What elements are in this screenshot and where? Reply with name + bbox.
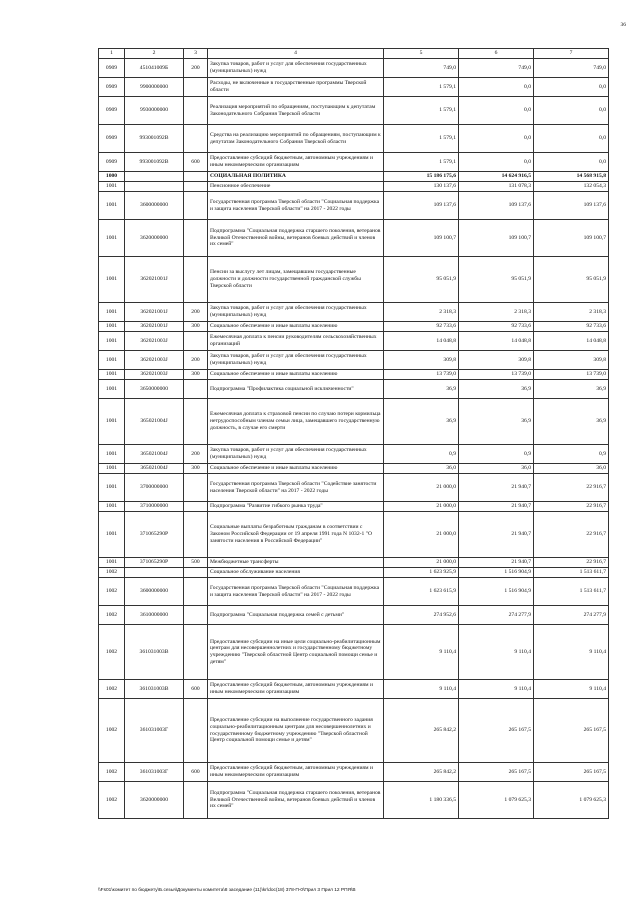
amount-cell: 1 079 625,3 [459, 782, 534, 819]
section-code-cell: 1001 [99, 257, 125, 303]
target-code-cell: 451041009Б [125, 59, 184, 78]
amount-cell: 22 916,7 [534, 558, 609, 568]
header-cell: 5 [384, 49, 459, 59]
table-row [99, 512, 609, 558]
amount-cell: 95 051,9 [459, 257, 534, 303]
amount-cell: 14 048,8 [384, 332, 459, 351]
expense-type-cell [184, 512, 208, 558]
target-code-cell: 993001092В [125, 153, 184, 172]
amount-cell: 14 048,8 [459, 332, 534, 351]
table-row [99, 220, 609, 257]
description-cell: Расходы, не включенные в государственные программы Тверской области [208, 78, 384, 97]
amount-cell: 21 940,7 [459, 512, 534, 558]
amount-cell: 0,0 [459, 97, 534, 125]
amount-cell: 0,0 [534, 153, 609, 172]
target-code-cell: 3620000000 [125, 220, 184, 257]
description-cell: Реализация мероприятий по обращениям, поступающим к депутатам Законодательного Собрания Тверской области [208, 97, 384, 125]
amount-cell: 0,9 [459, 445, 534, 464]
target-code-cell: 361031003В [125, 680, 184, 699]
description-cell: Предоставление субсидий бюджетным, автономным учреждениям и иным некоммерческим организациям [208, 680, 384, 699]
description-cell: Государственная программа Тверской области "Социальная поддержка и защита населения Тверской области" на 2017 - 2022 годы [208, 578, 384, 606]
section-code-cell: 1001 [99, 351, 125, 370]
description-cell: Закупка товаров, работ и услуг для обеспечения государственных (муниципальных) нужд [208, 351, 384, 370]
description-cell: Ежемесячная доплата к страховой пенсии по случаю потери кормильца нетрудоспособным членам семьи лица, замещавшего государственную должность, в случае его смерти [208, 399, 384, 445]
amount-cell: 95 051,9 [384, 257, 459, 303]
amount-cell: 274 277,9 [534, 606, 609, 625]
target-code-cell: 362021003J [125, 332, 184, 351]
section-code-cell: 1001 [99, 192, 125, 220]
expense-type-cell: 200 [184, 445, 208, 464]
section-code-cell: 1001 [99, 399, 125, 445]
target-code-cell: 362021001J [125, 257, 184, 303]
table-row [99, 625, 609, 680]
description-cell: Социальное обеспечение и иные выплаты населению [208, 464, 384, 474]
description-cell: Предоставление субсидий бюджетным, автономным учреждениям и иным некоммерческим организациям [208, 153, 384, 172]
target-code-cell: 3600000000 [125, 192, 184, 220]
amount-cell: 749,0 [534, 59, 609, 78]
amount-cell: 109 137,6 [534, 192, 609, 220]
amount-cell: 1 516 904,9 [459, 568, 534, 578]
description-cell: Государственная программа Тверской области "Содействие занятости населения Тверской области" на 2017 - 2022 годы [208, 474, 384, 502]
target-code-cell: 3700000000 [125, 474, 184, 502]
amount-cell: 36,9 [459, 380, 534, 399]
amount-cell: 130 137,6 [384, 182, 459, 192]
description-cell: Подпрограмма "Развитие гибкого рынка труда" [208, 502, 384, 512]
target-code-cell: 362021001J [125, 322, 184, 332]
amount-cell: 9 110,4 [384, 680, 459, 699]
expense-type-cell: 300 [184, 322, 208, 332]
amount-cell: 265 167,5 [534, 763, 609, 782]
amount-cell: 21 000,0 [384, 474, 459, 502]
target-code-cell: 365021004J [125, 399, 184, 445]
amount-cell: 265 167,5 [459, 699, 534, 763]
header-row [99, 49, 609, 59]
amount-cell: 109 137,6 [384, 192, 459, 220]
expense-type-cell [184, 782, 208, 819]
table-row [99, 351, 609, 370]
section-code-cell: 1002 [99, 578, 125, 606]
expense-type-cell [184, 257, 208, 303]
amount-cell: 265 842,2 [384, 763, 459, 782]
target-code-cell: 3620000000 [125, 782, 184, 819]
expense-type-cell [184, 699, 208, 763]
target-code-cell: 3600000000 [125, 578, 184, 606]
amount-cell: 21 000,0 [384, 512, 459, 558]
table-row [99, 399, 609, 445]
description-cell: Закупка товаров, работ и услуг для обеспечения государственных (муниципальных) нужд [208, 59, 384, 78]
expense-type-cell: 200 [184, 303, 208, 322]
target-code-cell: 3610000000 [125, 606, 184, 625]
amount-cell: 131 078,3 [459, 182, 534, 192]
target-code-cell: 371065290Р [125, 558, 184, 568]
expense-type-cell [184, 606, 208, 625]
description-cell: Предоставление субсидии на иные цели социально-реабилитационным центрам для несовершеннолетних и государственному бюджетному учреждению "Тверской областной Центр социальной помощи семье и детям" [208, 625, 384, 680]
amount-cell: 9 110,4 [384, 625, 459, 680]
budget-table [98, 48, 609, 819]
section-code-cell: 1001 [99, 303, 125, 322]
expense-type-cell: 500 [184, 558, 208, 568]
target-code-cell: 362021003J [125, 370, 184, 380]
target-code-cell: 362021003J [125, 351, 184, 370]
section-code-cell: 1001 [99, 445, 125, 464]
table-row [99, 332, 609, 351]
target-code-cell: 365021004J [125, 464, 184, 474]
table-row [99, 464, 609, 474]
amount-cell: 2 318,3 [384, 303, 459, 322]
expense-type-cell [184, 220, 208, 257]
target-code-cell: 361031003Г [125, 699, 184, 763]
table-row [99, 172, 609, 182]
amount-cell: 15 186 175,6 [384, 172, 459, 182]
table-row [99, 380, 609, 399]
amount-cell: 1 079 625,3 [534, 782, 609, 819]
expense-type-cell [184, 502, 208, 512]
description-cell: Пенсии за выслугу лет лицам, замещавшим государственные должности и должности государственной гражданской службы Тверской области [208, 257, 384, 303]
table-row [99, 78, 609, 97]
amount-cell: 22 916,7 [534, 502, 609, 512]
section-code-cell: 1001 [99, 332, 125, 351]
amount-cell: 0,0 [459, 153, 534, 172]
description-cell: Подпрограмма "Социальная поддержка семей с детьми" [208, 606, 384, 625]
section-code-cell: 0909 [99, 125, 125, 153]
table-row [99, 763, 609, 782]
table-row [99, 370, 609, 380]
table-row [99, 125, 609, 153]
header-cell: 2 [125, 49, 184, 59]
header-cell: 4 [208, 49, 384, 59]
table-row [99, 558, 609, 568]
target-code-cell [125, 568, 184, 578]
description-cell: Закупка товаров, работ и услуг для обеспечения государственных (муниципальных) нужд [208, 303, 384, 322]
table-row [99, 257, 609, 303]
amount-cell: 0,0 [459, 125, 534, 153]
amount-cell: 1 579,1 [384, 97, 459, 125]
amount-cell: 265 842,2 [384, 699, 459, 763]
section-code-cell: 0909 [99, 78, 125, 97]
description-cell: Социальное обслуживание населения [208, 568, 384, 578]
table-row [99, 303, 609, 322]
amount-cell: 36,0 [384, 464, 459, 474]
amount-cell: 14 048,8 [534, 332, 609, 351]
amount-cell: 14 568 915,8 [534, 172, 609, 182]
target-code-cell: 9930000000 [125, 97, 184, 125]
amount-cell: 21 000,0 [384, 558, 459, 568]
table-row [99, 153, 609, 172]
amount-cell: 92 733,6 [459, 322, 534, 332]
target-code-cell: 993001092В [125, 125, 184, 153]
amount-cell: 36,0 [459, 464, 534, 474]
target-code-cell: 9900000000 [125, 78, 184, 97]
description-cell: СОЦИАЛЬНАЯ ПОЛИТИКА [208, 172, 384, 182]
amount-cell: 9 110,4 [459, 680, 534, 699]
amount-cell: 36,9 [459, 399, 534, 445]
table-row [99, 568, 609, 578]
amount-cell: 22 916,7 [534, 512, 609, 558]
description-cell: Социальные выплаты безработным гражданам в соответствии с Законом Российской Федерации от 19 апреля 1991 года N 1032-1 "О занятости населения в Российской Федерации" [208, 512, 384, 558]
expense-type-cell [184, 625, 208, 680]
expense-type-cell: 200 [184, 351, 208, 370]
amount-cell: 14 624 916,5 [459, 172, 534, 182]
amount-cell: 36,9 [534, 399, 609, 445]
amount-cell: 1 623 615,9 [384, 578, 459, 606]
table-row [99, 680, 609, 699]
description-cell: Средства на реализацию мероприятий по обращениям, поступающим к депутатам Законодательного Собрания Тверской области [208, 125, 384, 153]
description-cell: Предоставление субсидий бюджетным, автономным учреждениям и иным некоммерческим организациям [208, 763, 384, 782]
amount-cell: 1 513 611,7 [534, 568, 609, 578]
target-code-cell: 3710000000 [125, 502, 184, 512]
expense-type-cell: 300 [184, 370, 208, 380]
amount-cell: 1 623 925,9 [384, 568, 459, 578]
section-code-cell: 0909 [99, 59, 125, 78]
expense-type-cell: 300 [184, 464, 208, 474]
amount-cell: 21 000,0 [384, 502, 459, 512]
section-code-cell: 1002 [99, 782, 125, 819]
section-code-cell: 1002 [99, 680, 125, 699]
amount-cell: 749,0 [459, 59, 534, 78]
amount-cell: 36,9 [534, 380, 609, 399]
expense-type-cell [184, 380, 208, 399]
target-code-cell [125, 172, 184, 182]
page-number: 36 [620, 22, 626, 28]
amount-cell: 1 513 611,7 [534, 578, 609, 606]
amount-cell: 36,9 [384, 380, 459, 399]
section-code-cell: 1001 [99, 182, 125, 192]
section-code-cell: 1002 [99, 568, 125, 578]
amount-cell: 749,0 [384, 59, 459, 78]
amount-cell: 21 940,7 [459, 474, 534, 502]
amount-cell: 109 100,7 [384, 220, 459, 257]
amount-cell: 13 739,0 [534, 370, 609, 380]
amount-cell: 1 579,1 [384, 125, 459, 153]
amount-cell: 36,9 [384, 399, 459, 445]
amount-cell: 0,0 [534, 78, 609, 97]
table-row [99, 474, 609, 502]
target-code-cell: 361031003Г [125, 763, 184, 782]
section-code-cell: 1000 [99, 172, 125, 182]
amount-cell: 1 579,1 [384, 78, 459, 97]
amount-cell: 2 318,3 [459, 303, 534, 322]
table-row [99, 182, 609, 192]
amount-cell: 9 110,4 [534, 680, 609, 699]
amount-cell: 309,8 [384, 351, 459, 370]
expense-type-cell [184, 172, 208, 182]
section-code-cell: 0909 [99, 97, 125, 125]
description-cell: Государственная программа Тверской области "Социальная поддержка и защита населения Тверской области" на 2017 - 2022 годы [208, 192, 384, 220]
table-row [99, 59, 609, 78]
expense-type-cell [184, 578, 208, 606]
description-cell: Социальное обеспечение и иные выплаты населению [208, 370, 384, 380]
table-row [99, 322, 609, 332]
amount-cell: 21 940,7 [459, 502, 534, 512]
expense-type-cell: 600 [184, 680, 208, 699]
amount-cell: 2 318,3 [534, 303, 609, 322]
amount-cell: 0,0 [534, 97, 609, 125]
amount-cell: 109 100,7 [534, 220, 609, 257]
section-code-cell: 1001 [99, 558, 125, 568]
expense-type-cell: 600 [184, 763, 208, 782]
amount-cell: 1 579,1 [384, 153, 459, 172]
description-cell: Подпрограмма "Социальная поддержка старшего поколения, ветеранов Великой Отечественной войны, ветеранов боевых действий и членов их семей" [208, 782, 384, 819]
amount-cell: 36,0 [534, 464, 609, 474]
amount-cell: 92 733,6 [534, 322, 609, 332]
section-code-cell: 1001 [99, 322, 125, 332]
amount-cell: 265 167,5 [459, 763, 534, 782]
amount-cell: 9 110,4 [459, 625, 534, 680]
amount-cell: 274 952,6 [384, 606, 459, 625]
amount-cell: 132 054,3 [534, 182, 609, 192]
header-cell: 7 [534, 49, 609, 59]
header-cell: 6 [459, 49, 534, 59]
table-row [99, 699, 609, 763]
target-code-cell: 365021004J [125, 445, 184, 464]
amount-cell: 0,0 [534, 125, 609, 153]
description-cell: Ежемесячная доплата к пенсии руководителям сельскохозяйственных организаций [208, 332, 384, 351]
expense-type-cell: 200 [184, 59, 208, 78]
target-code-cell: 371065290Р [125, 512, 184, 558]
section-code-cell: 1002 [99, 763, 125, 782]
table-row [99, 578, 609, 606]
section-code-cell: 1001 [99, 512, 125, 558]
description-cell: Закупка товаров, работ и услуг для обеспечения государственных (муниципальных) нужд [208, 445, 384, 464]
amount-cell: 274 277,9 [459, 606, 534, 625]
amount-cell: 95 051,9 [534, 257, 609, 303]
section-code-cell: 1001 [99, 464, 125, 474]
table-row [99, 782, 609, 819]
amount-cell: 13 739,0 [459, 370, 534, 380]
section-code-cell: 1001 [99, 474, 125, 502]
amount-cell: 309,8 [534, 351, 609, 370]
section-code-cell: 1001 [99, 380, 125, 399]
description-cell: Социальное обеспечение и иные выплаты населению [208, 322, 384, 332]
expense-type-cell [184, 474, 208, 502]
description-cell: Межбюджетные трансферты [208, 558, 384, 568]
expense-type-cell: 600 [184, 153, 208, 172]
file-path-footer: \\Fs01\комитет по бюджету\Б.сезья\Документы комитета\8 заседание (11)\kr\doc(18) 378-П-0\Прил 3 Прил 12 РПЯ\В [98, 888, 356, 893]
expense-type-cell [184, 125, 208, 153]
amount-cell: 309,8 [459, 351, 534, 370]
header-cell: 1 [99, 49, 125, 59]
amount-cell: 109 100,7 [459, 220, 534, 257]
amount-cell: 1 516 904,9 [459, 578, 534, 606]
target-code-cell: 3650000000 [125, 380, 184, 399]
section-code-cell: 1001 [99, 370, 125, 380]
amount-cell: 265 167,5 [534, 699, 609, 763]
table-row [99, 445, 609, 464]
amount-cell: 13 739,0 [384, 370, 459, 380]
amount-cell: 92 733,6 [384, 322, 459, 332]
expense-type-cell [184, 78, 208, 97]
section-code-cell: 0909 [99, 153, 125, 172]
table-row [99, 97, 609, 125]
expense-type-cell [184, 97, 208, 125]
expense-type-cell [184, 182, 208, 192]
amount-cell: 9 110,4 [534, 625, 609, 680]
header-cell: 3 [184, 49, 208, 59]
expense-type-cell [184, 399, 208, 445]
section-code-cell: 1001 [99, 502, 125, 512]
section-code-cell: 1002 [99, 625, 125, 680]
section-code-cell: 1001 [99, 220, 125, 257]
amount-cell: 22 916,7 [534, 474, 609, 502]
target-code-cell: 361031003В [125, 625, 184, 680]
expense-type-cell [184, 568, 208, 578]
amount-cell: 109 137,6 [459, 192, 534, 220]
target-code-cell [125, 182, 184, 192]
description-cell: Подпрограмма "Профилактика социальной исключенности" [208, 380, 384, 399]
description-cell: Предоставление субсидии на выполнение государственного задания социально-реабилитационным центрам для несовершеннолетних и государственному бюджетному учреждению "Тверской областной Центр социальной помощи семье и детям" [208, 699, 384, 763]
expense-type-cell [184, 192, 208, 220]
target-code-cell: 362021001J [125, 303, 184, 322]
expense-type-cell [184, 332, 208, 351]
description-cell: Пенсионное обеспечение [208, 182, 384, 192]
amount-cell: 0,9 [384, 445, 459, 464]
amount-cell: 1 180 336,5 [384, 782, 459, 819]
amount-cell: 0,0 [459, 78, 534, 97]
amount-cell: 0,9 [534, 445, 609, 464]
table-row [99, 606, 609, 625]
description-cell: Подпрограмма "Социальная поддержка старшего поколения, ветеранов Великой Отечественной войны, ветеранов боевых действий и членов их семей" [208, 220, 384, 257]
section-code-cell: 1002 [99, 699, 125, 763]
amount-cell: 21 940,7 [459, 558, 534, 568]
table-row [99, 502, 609, 512]
table-row [99, 192, 609, 220]
section-code-cell: 1002 [99, 606, 125, 625]
